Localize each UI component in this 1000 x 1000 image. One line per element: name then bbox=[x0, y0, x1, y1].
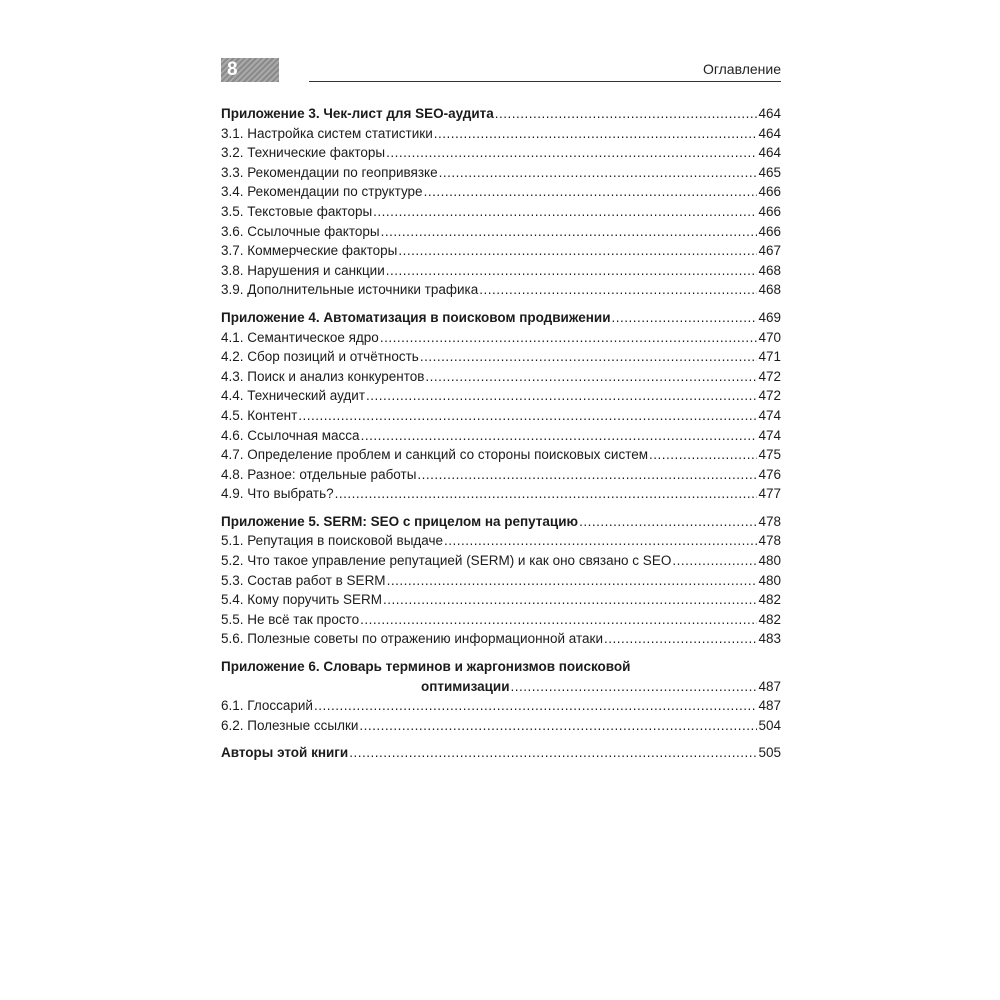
toc-entry-title: 5.2. Что такое управление репутацией (SERM) и как оно связано с SEO bbox=[221, 553, 672, 569]
toc-entry bbox=[221, 124, 781, 144]
toc-entry-title: 3.5. Текстовые факторы bbox=[221, 203, 373, 219]
toc-entry-title: 5.5. Не всё так просто bbox=[221, 611, 360, 627]
toc-heading bbox=[221, 512, 781, 532]
leader-dots bbox=[511, 677, 758, 697]
leader-dots bbox=[361, 426, 758, 446]
toc-page-number: 469 bbox=[758, 309, 781, 325]
header-rule bbox=[309, 81, 781, 82]
toc-page-number: 466 bbox=[758, 203, 781, 219]
toc-heading bbox=[221, 677, 781, 697]
leader-dots bbox=[649, 445, 757, 465]
toc-entry bbox=[221, 406, 781, 426]
leader-dots bbox=[417, 465, 757, 485]
leader-dots bbox=[612, 308, 758, 328]
toc-entry bbox=[221, 347, 781, 367]
toc-page-number: 482 bbox=[758, 592, 781, 608]
toc-heading bbox=[221, 308, 781, 328]
table-of-contents bbox=[221, 104, 781, 771]
leader-dots bbox=[579, 512, 757, 532]
leader-dots bbox=[381, 222, 758, 242]
leader-dots bbox=[672, 551, 757, 571]
leader-dots bbox=[380, 328, 758, 348]
toc-page-number: 478 bbox=[758, 533, 781, 549]
leader-dots bbox=[373, 202, 757, 222]
leader-dots bbox=[424, 182, 758, 202]
toc-entry-title: 3.2. Технические факторы bbox=[221, 145, 386, 161]
toc-entry bbox=[221, 241, 781, 261]
toc-page-number: 470 bbox=[758, 329, 781, 345]
toc-page-number: 487 bbox=[758, 678, 781, 694]
leader-dots bbox=[495, 104, 758, 124]
toc-entry bbox=[221, 531, 781, 551]
leader-dots bbox=[434, 124, 758, 144]
leader-dots bbox=[314, 696, 758, 716]
leader-dots bbox=[420, 347, 758, 367]
toc-entry-title: 5.3. Состав работ в SERM bbox=[221, 572, 386, 588]
toc-page-number: 464 bbox=[758, 145, 781, 161]
toc-entry-title: 6.2. Полезные ссылки bbox=[221, 717, 359, 733]
toc-heading-title: оптимизации bbox=[421, 678, 510, 694]
toc-page-number: 480 bbox=[758, 572, 781, 588]
toc-entry-title: 4.6. Ссылочная масса bbox=[221, 427, 360, 443]
toc-page-number: 471 bbox=[758, 349, 781, 365]
toc-page-number: 476 bbox=[758, 466, 781, 482]
toc-entry bbox=[221, 590, 781, 610]
toc-entry-title: 6.1. Глоссарий bbox=[221, 698, 313, 714]
page-number-box bbox=[221, 58, 279, 82]
toc-page-number: 467 bbox=[758, 243, 781, 259]
toc-entry bbox=[221, 426, 781, 446]
toc-section-appendix-5 bbox=[221, 512, 781, 649]
toc-entry-title: 5.1. Репутация в поисковой выдаче bbox=[221, 533, 444, 549]
toc-page-number: 487 bbox=[758, 698, 781, 714]
toc-entry-title: 4.1. Семантическое ядро bbox=[221, 329, 379, 345]
toc-entry-title: 4.5. Контент bbox=[221, 407, 298, 423]
toc-page-number: 466 bbox=[758, 184, 781, 200]
toc-entry-title: 3.8. Нарушения и санкции bbox=[221, 262, 385, 278]
toc-section-appendix-4 bbox=[221, 308, 781, 504]
toc-section-authors bbox=[221, 743, 781, 763]
toc-entry bbox=[221, 629, 781, 649]
toc-entry-title: 3.1. Настройка систем статистики bbox=[221, 125, 433, 141]
leader-dots bbox=[387, 571, 758, 591]
toc-entry bbox=[221, 386, 781, 406]
leader-dots bbox=[360, 610, 757, 630]
toc-page-number: 464 bbox=[758, 125, 781, 141]
toc-entry-title: 4.7. Определение проблем и санкций со стороны поисковых систем bbox=[221, 447, 649, 463]
toc-entry bbox=[221, 280, 781, 300]
leader-dots bbox=[349, 743, 757, 763]
toc-section-appendix-6 bbox=[221, 657, 781, 735]
toc-heading-line1: Приложение 6. Словарь терминов и жаргонизмов поисковой bbox=[221, 659, 631, 675]
toc-page-number: 466 bbox=[758, 223, 781, 239]
toc-page-number: 465 bbox=[758, 164, 781, 180]
toc-entry bbox=[221, 716, 781, 736]
toc-entry bbox=[221, 445, 781, 465]
toc-entry bbox=[221, 696, 781, 716]
toc-entry-title: 3.6. Ссылочные факторы bbox=[221, 223, 380, 239]
toc-entry-title: 4.3. Поиск и анализ конкурентов bbox=[221, 368, 425, 384]
toc-page-number: 468 bbox=[758, 282, 781, 298]
leader-dots bbox=[604, 629, 757, 649]
toc-page-number: 464 bbox=[758, 106, 781, 121]
leader-dots bbox=[444, 531, 757, 551]
page-header bbox=[221, 56, 781, 84]
toc-entry bbox=[221, 484, 781, 504]
toc-page-number: 482 bbox=[758, 611, 781, 627]
toc-heading bbox=[221, 104, 781, 124]
leader-dots bbox=[359, 716, 757, 736]
leader-dots bbox=[366, 386, 757, 406]
toc-entry bbox=[221, 367, 781, 387]
toc-page-number: 477 bbox=[758, 486, 781, 502]
toc-entry-title: 3.3. Рекомендации по геопривязке bbox=[221, 164, 438, 180]
toc-entry bbox=[221, 143, 781, 163]
toc-page-number: 472 bbox=[758, 368, 781, 384]
toc-entry-title: 4.4. Технический аудит bbox=[221, 388, 366, 404]
toc-page-number: 480 bbox=[758, 553, 781, 569]
toc-page-number: 478 bbox=[758, 513, 781, 529]
toc-entry-title: 5.6. Полезные советы по отражению информационной атаки bbox=[221, 631, 603, 647]
leader-dots bbox=[398, 241, 757, 261]
toc-entry-title: 5.4. Кому поручить SERM bbox=[221, 592, 383, 608]
page-number: 8 bbox=[227, 59, 238, 80]
toc-heading-title: Приложение 3. Чек-лист для SEO-аудита bbox=[221, 106, 494, 121]
toc-entry bbox=[221, 465, 781, 485]
toc-entry bbox=[221, 610, 781, 630]
toc-entry bbox=[221, 328, 781, 348]
toc-entry bbox=[221, 202, 781, 222]
toc-page-number: 504 bbox=[758, 717, 781, 733]
toc-entry-title: 4.9. Что выбрать? bbox=[221, 486, 334, 502]
leader-dots bbox=[479, 280, 757, 300]
toc-heading-title: Приложение 4. Автоматизация в поисковом продвижении bbox=[221, 309, 611, 325]
toc-entry bbox=[221, 182, 781, 202]
toc-page-number: 505 bbox=[758, 745, 781, 761]
toc-page-number: 483 bbox=[758, 631, 781, 647]
toc-entry-title: 3.7. Коммерческие факторы bbox=[221, 243, 398, 259]
toc-entry-title: 4.2. Сбор позиций и отчётность bbox=[221, 349, 419, 365]
toc-page-number: 474 bbox=[758, 427, 781, 443]
toc-page-number: 472 bbox=[758, 388, 781, 404]
leader-dots bbox=[298, 406, 757, 426]
toc-heading bbox=[221, 743, 781, 763]
toc-entry-title: 3.4. Рекомендации по структуре bbox=[221, 184, 423, 200]
leader-dots bbox=[425, 367, 757, 387]
toc-entry bbox=[221, 551, 781, 571]
toc-entry-title: 3.9. Дополнительные источники трафика bbox=[221, 282, 479, 298]
toc-heading-title: Авторы этой книги bbox=[221, 745, 349, 761]
toc-page-number: 468 bbox=[758, 262, 781, 278]
toc-entry bbox=[221, 261, 781, 281]
leader-dots bbox=[386, 261, 758, 281]
running-title: Оглавление bbox=[702, 61, 781, 77]
leader-dots bbox=[439, 163, 758, 183]
leader-dots bbox=[383, 590, 757, 610]
toc-entry bbox=[221, 222, 781, 242]
leader-dots bbox=[335, 484, 758, 504]
leader-dots bbox=[386, 143, 757, 163]
toc-entry bbox=[221, 163, 781, 183]
toc-entry-title: 4.8. Разное: отдельные работы bbox=[221, 466, 417, 482]
toc-page-number: 474 bbox=[758, 407, 781, 423]
toc-section-appendix-3 bbox=[221, 104, 781, 300]
toc-entry bbox=[221, 571, 781, 591]
toc-heading-title: Приложение 5. SERM: SEO с прицелом на репутацию bbox=[221, 513, 579, 529]
toc-page-number: 475 bbox=[758, 447, 781, 463]
